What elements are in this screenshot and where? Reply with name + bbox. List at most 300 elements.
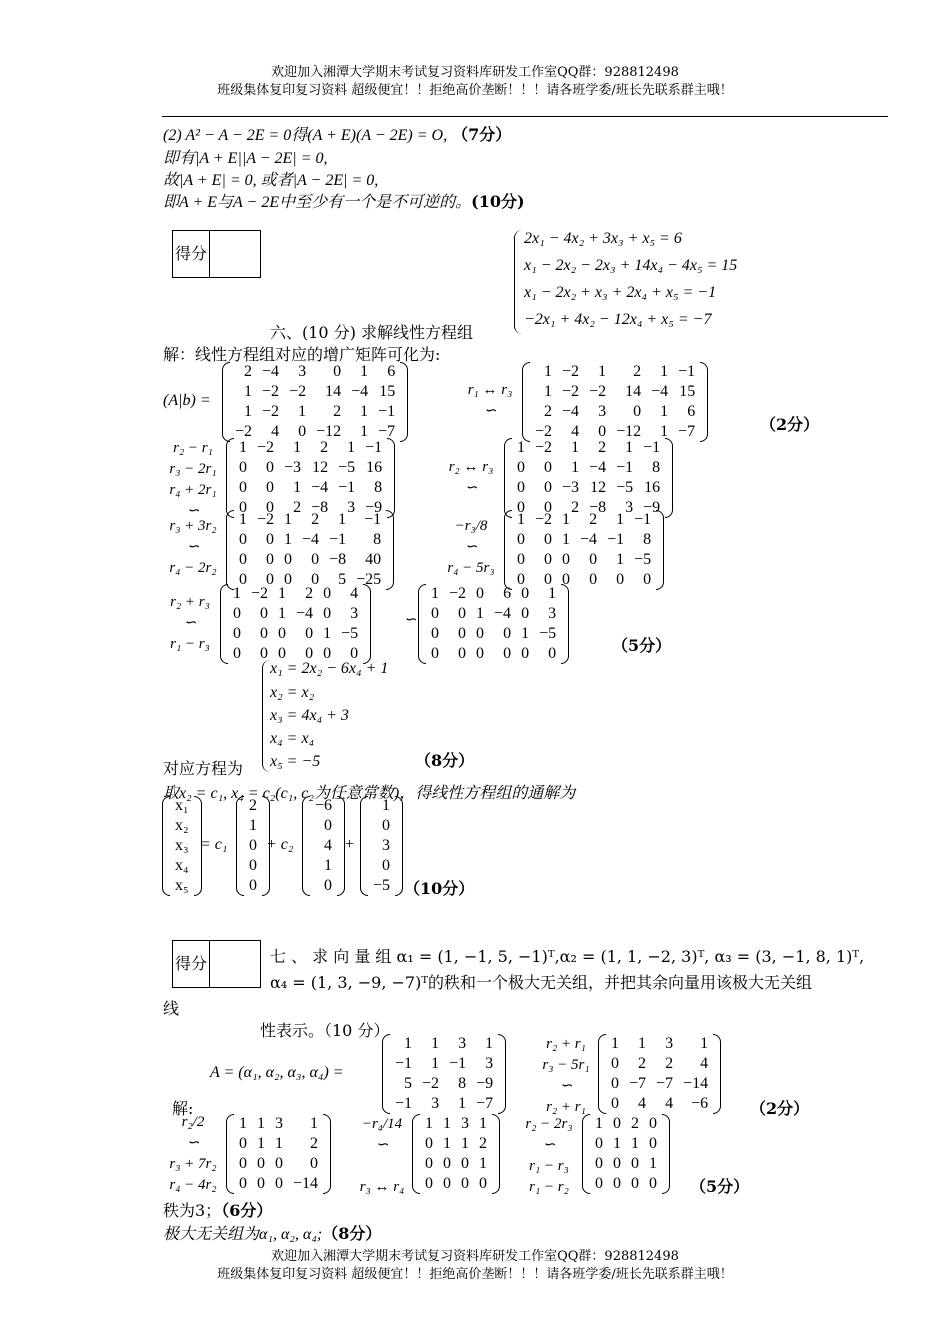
matrix-cell: −4 (311, 479, 329, 496)
eq-3: x₃ = 4x₄ + 3 (270, 707, 349, 724)
matrix-cell: 0 (239, 1155, 247, 1172)
matrix-cell: 0 (275, 1155, 283, 1172)
header-rule (162, 116, 888, 117)
row-operation: r₄ − 5r₃ (447, 560, 495, 576)
matrix-cell: x₄ (175, 857, 189, 874)
matrix-cell: 1 (431, 1035, 440, 1052)
matrix-cell: −2 (257, 439, 275, 456)
matrix-cell: −1 (338, 479, 356, 496)
matrix-cell: 0 (239, 1135, 247, 1152)
right-paren (713, 1034, 721, 1114)
matrix-cell: −2 (535, 439, 553, 456)
matrix-m1 (222, 362, 408, 442)
row-operation: r₃ − 5r₁ (542, 1057, 590, 1073)
matrix-cell: 0 (284, 571, 293, 588)
op-4 (160, 516, 226, 579)
matrix-cell: 0 (517, 531, 525, 548)
matrix-cell: 1 (571, 439, 580, 456)
matrix-cell: 0 (249, 877, 257, 894)
left-paren (418, 584, 426, 664)
matrix-cell: 1 (278, 605, 287, 622)
matrix-cell: 2 (311, 511, 320, 528)
system-eq-1: 2x₁ − 4x₂ + 3x₃ + x₅ = 6 (524, 230, 682, 247)
row-operation: r₂ ↔ r₃ (448, 459, 494, 475)
matrix-cell: 0 (239, 479, 247, 496)
matrix-cell: 1 (631, 1135, 639, 1152)
matrix-cell: 0 (239, 531, 247, 548)
matrix-cell: −1 (329, 531, 347, 548)
matrix-cell: −9 (476, 1075, 494, 1092)
matrix-cell: 1 (293, 479, 302, 496)
op-d (516, 1114, 582, 1198)
matrix-cell: 2 (638, 1055, 647, 1072)
right-paren (662, 1114, 670, 1194)
row-operation: ∽ (186, 1135, 200, 1151)
matrix-cell: −5 (634, 551, 652, 568)
matrix-cell: 1 (310, 1115, 319, 1132)
matrix-cell: −8 (311, 499, 329, 516)
matrix-cell: 0 (476, 585, 485, 602)
matrix-cell: 16 (644, 479, 661, 496)
matrix-cell: 0 (521, 645, 530, 662)
plus-c2: + c₂ (266, 836, 294, 853)
matrix-m4 (504, 438, 673, 518)
matrix-cell: 1 (360, 363, 369, 380)
matrix-cell: 0 (278, 625, 287, 642)
matrix-cell: 0 (260, 605, 269, 622)
matrix-cell: 0 (260, 625, 269, 642)
matrix-cell: 0 (562, 551, 571, 568)
matrix-cell: −1 (449, 1055, 467, 1072)
row-operation: r₃ ↔ r₄ (359, 1179, 405, 1195)
matrix-cell: 0 (324, 817, 333, 834)
vector-v2 (302, 796, 345, 896)
matrix-cell: −12 (616, 423, 642, 440)
matrix-cell: 0 (278, 645, 287, 662)
matrix-cell: 0 (613, 1175, 621, 1192)
row-operation: r₁ − r₃ (529, 1158, 569, 1174)
q6-title: 六、(10 分) 求解线性方程组 (270, 323, 474, 342)
matrix-cell: 0 (323, 605, 332, 622)
matrix-cell: −2 (251, 585, 269, 602)
q6-score-8: （8分） (415, 751, 475, 770)
left-paren (220, 584, 228, 664)
row-operation: r₄ + 2r₁ (169, 482, 217, 498)
left-paren (522, 362, 530, 442)
matrix-cell: 1 (562, 511, 571, 528)
row-operation: r₃ + 7r₂ (169, 1156, 217, 1172)
left-paren (226, 1114, 234, 1194)
row-operation: r₂ − 2r₃ (525, 1116, 573, 1132)
matrix-cell: 1 (257, 1115, 265, 1132)
score-box-q7 (172, 940, 261, 988)
row-operation: r₂ + r₃ (170, 594, 210, 610)
matrix-cell: 1 (660, 363, 669, 380)
matrix-cell: 0 (249, 837, 257, 854)
matrix-m8 (418, 584, 569, 664)
matrix-cell: 0 (598, 423, 607, 440)
left-paren (382, 1034, 390, 1114)
row-operation: r₃ + 3r₂ (169, 518, 217, 534)
op-b (160, 1112, 226, 1196)
matrix-cell: −7 (476, 1095, 494, 1112)
q6-solution-intro: 解：线性方程组对应的增广矩阵可化为: (163, 345, 441, 364)
matrix-cell: 1 (293, 439, 302, 456)
matrix-cell: 0 (239, 571, 247, 588)
matrix-cell: 0 (458, 625, 467, 642)
matrix-cell: 1 (638, 1035, 647, 1052)
matrix-cell: 0 (589, 551, 598, 568)
matrix-cell: −5 (338, 459, 356, 476)
matrix-cell: −5 (539, 625, 557, 642)
matrix-cell: 16 (366, 459, 383, 476)
matrix-cell: −1 (678, 363, 696, 380)
matrix-cell: 1 (485, 1035, 494, 1052)
matrix-cell: 8 (652, 459, 661, 476)
matrix-cell: 1 (425, 1115, 433, 1132)
matrix-cell: 0 (613, 1115, 621, 1132)
row-operation: ∽ (464, 539, 478, 555)
matrix-cell: 0 (503, 625, 512, 642)
matrix-cell: 0 (257, 1155, 265, 1172)
op-3 (436, 457, 506, 499)
matrix-cell: 1 (239, 511, 247, 528)
matrix-cell: 12 (590, 479, 607, 496)
matrix-cell: 0 (595, 1155, 603, 1172)
matrix (582, 1114, 670, 1194)
q7-title-4: 性表示。（10 分） (260, 1021, 390, 1040)
row-operation: ∽ (183, 615, 197, 631)
matrix-cell: 0 (548, 645, 557, 662)
matrix-cell: 1 (660, 403, 669, 420)
matrix-cell: 1 (298, 403, 307, 420)
right-paren (395, 796, 403, 896)
row-operation: r₁ − r₃ (170, 636, 210, 652)
matrix-cell: 0 (266, 499, 275, 516)
matrix-cell: 1 (347, 439, 356, 456)
matrix-cell: 1 (461, 1135, 469, 1152)
matrix-m5 (226, 510, 394, 590)
row-operation: ∽ (542, 1137, 556, 1153)
matrix-cell: 2 (333, 403, 342, 420)
matrix-cell: 0 (544, 571, 553, 588)
matrix-cell: 1 (649, 1155, 657, 1172)
row-operation: r₁ ↔ r₃ (467, 382, 513, 398)
matrix-m7 (220, 584, 371, 664)
op-1 (458, 380, 522, 422)
matrix (522, 362, 708, 442)
matrix-cell: 0 (431, 645, 439, 662)
A-label: A = (α₁, α₂, α₃, α₄) = (210, 1064, 344, 1081)
matrix-cell: −4 (580, 531, 598, 548)
system-eq-2: x₁ − 2x₂ − 2x₃ + 14x₄ − 4x₅ = 15 (524, 257, 738, 274)
matrix-cell: 0 (239, 1175, 247, 1192)
matrix-cell: 4 (700, 1055, 709, 1072)
matrix-cell: 0 (458, 605, 467, 622)
matrix-cell: 4 (271, 423, 280, 440)
q6-score-2: （2分） (760, 415, 820, 434)
matrix-cell: −2 (449, 585, 467, 602)
matrix-cell: −5 (373, 877, 391, 894)
matrix-cell: −5 (616, 479, 634, 496)
right-paren (656, 510, 664, 590)
matrix-cell: −14 (683, 1075, 709, 1092)
matrix-cell: 1 (239, 439, 247, 456)
matrix-cell: 0 (517, 459, 525, 476)
matrix-cell: −7 (629, 1075, 647, 1092)
right-paren (498, 1034, 506, 1114)
matrix-cell: 3 (350, 605, 359, 622)
matrix-cell: 0 (431, 625, 439, 642)
matrix-cell: 1 (517, 511, 525, 528)
matrix-cell: 1 (249, 817, 257, 834)
matrix-cell: 5 (338, 571, 347, 588)
matrix-cell: 0 (323, 645, 332, 662)
q7-score-5: （5分） (690, 1177, 750, 1196)
matrix-cell: −2 (535, 423, 553, 440)
left-paren (598, 1034, 606, 1114)
matrix-cell: 1 (443, 1115, 451, 1132)
system-eq-3: x₁ − 2x₂ + x₃ + 2x₄ + x₅ = −1 (524, 284, 717, 301)
matrix-n4 (412, 1114, 500, 1194)
matrix (504, 438, 673, 518)
matrix-n5 (582, 1114, 670, 1194)
matrix-cell: 0 (476, 625, 485, 642)
matrix-cell: 0 (425, 1155, 433, 1172)
matrix-cell: 2 (310, 1135, 319, 1152)
matrix-cell: 0 (461, 1155, 469, 1172)
q7-solution: 解: (172, 1099, 194, 1118)
matrix-cell: 0 (323, 585, 332, 602)
op-7: ∽ (403, 612, 417, 628)
matrix-cell: 3 (665, 1035, 674, 1052)
part2-line3: 故|A + E| = 0, 或者|A − 2E| = 0, (163, 172, 379, 189)
matrix-cell: 1 (517, 439, 525, 456)
matrix-cell: 1 (616, 551, 625, 568)
row-operation: r₂ − r₁ (173, 440, 213, 456)
right-paren (323, 1114, 331, 1194)
matrix-cell: 0 (266, 459, 275, 476)
matrix-cell: −4 (351, 383, 369, 400)
basis-line (163, 1221, 381, 1244)
matrix-cell: 0 (305, 645, 314, 662)
matrix-cell: 0 (382, 817, 391, 834)
matrix-m6 (504, 510, 664, 590)
matrix-cell: 0 (275, 1175, 283, 1192)
part2-line4 (163, 189, 525, 212)
op-6 (160, 592, 220, 655)
matrix-cell: 6 (387, 363, 396, 380)
right-paren (492, 1114, 500, 1194)
matrix-cell: 1 (598, 363, 607, 380)
header-line-2: 班级集体复印复习资料 超级便宜！！拒绝高价垄断！！！请各班学委/班长先联系群主哦！ (217, 83, 733, 98)
matrix-cell: −1 (395, 1055, 413, 1072)
eq-2: x₂ = x₂ (270, 684, 315, 701)
matrix-cell: 0 (595, 1175, 603, 1192)
matrix-cell: 1 (284, 511, 293, 528)
matrix-cell: 14 (325, 383, 342, 400)
left-paren (236, 796, 244, 896)
row-operation: ∽ (186, 503, 200, 519)
matrix-cell: 1 (595, 1115, 603, 1132)
left-paren (412, 1114, 420, 1194)
matrix-cell: 1 (360, 423, 369, 440)
matrix-cell: 0 (233, 625, 241, 642)
row-operation: ∽ (375, 1137, 389, 1153)
matrix-cell: 1 (544, 383, 553, 400)
part2-line2: 即有|A + E||A − 2E| = 0, (163, 150, 328, 167)
matrix-cell: 0 (425, 1135, 433, 1152)
matrix-cell: 0 (611, 1095, 619, 1112)
right-paren (386, 510, 394, 590)
footer-line-1: 欢迎加入湘潭大学期末考试复习资料库研发工作室QQ群：928812498 (271, 1249, 679, 1264)
matrix-cell: 1 (613, 1135, 621, 1152)
matrix-cell: 0 (350, 645, 359, 662)
matrix (382, 1034, 506, 1114)
matrix-cell: 2 (631, 1115, 639, 1132)
matrix (360, 796, 403, 896)
matrix-cell: 0 (544, 499, 553, 516)
matrix-cell: 1 (284, 531, 293, 548)
matrix-cell: 4 (571, 423, 580, 440)
matrix-cell: 3 (598, 403, 607, 420)
eq-label: 对应方程为 (163, 759, 244, 778)
matrix-cell: 0 (233, 645, 241, 662)
matrix-cell: −9 (365, 499, 383, 516)
matrix-cell: 0 (382, 857, 391, 874)
matrix-cell: −1 (364, 511, 382, 528)
matrix-cell: −2 (422, 1075, 440, 1092)
matrix-cell: −5 (341, 625, 359, 642)
matrix-cell: 4 (638, 1095, 647, 1112)
matrix-cell: x₅ (175, 877, 189, 894)
left-paren (226, 438, 234, 518)
matrix-cell: 3 (275, 1115, 283, 1132)
matrix-cell: 2 (571, 499, 580, 516)
part2-line1-text: (2) A² − A − 2E = 0得(A + E)(A − 2E) = O, (163, 127, 448, 144)
matrix-cell: 0 (249, 857, 257, 874)
matrix-m3 (226, 438, 395, 518)
vector-v3 (360, 796, 403, 896)
q7-title-2: α₄ = (1, 3, −9, −7)ᵀ的秩和一个极大无关组，并把其余向量用该极大无关组 (270, 973, 813, 992)
matrix-cell: 1 (479, 1115, 487, 1132)
matrix-cell: −3 (562, 479, 580, 496)
right-paren (665, 438, 673, 518)
matrix-cell: 15 (679, 383, 696, 400)
row-operation: ∽ (483, 403, 497, 419)
matrix-cell: 0 (595, 1135, 603, 1152)
matrix-cell: 0 (311, 571, 320, 588)
matrix-cell: −14 (293, 1175, 319, 1192)
eq-sign-c1: = c₁ (200, 836, 228, 853)
matrix-cell: −8 (329, 551, 347, 568)
matrix-cell: 1 (360, 403, 369, 420)
vector-x (162, 796, 202, 896)
score-box-value (210, 231, 261, 278)
matrix-cell: 2 (665, 1055, 674, 1072)
matrix-cell: 0 (443, 1155, 451, 1172)
matrix-cell: 0 (517, 499, 525, 516)
matrix-cell: 1 (404, 1035, 413, 1052)
matrix-cell: 0 (521, 585, 530, 602)
matrix-cell: 8 (643, 531, 652, 548)
matrix-cell: 1 (233, 585, 241, 602)
matrix-cell: 1 (562, 531, 571, 548)
rank-score: （6分） (221, 1201, 273, 1220)
matrix-cell: 0 (324, 877, 333, 894)
matrix-cell: 8 (458, 1075, 467, 1092)
row-operation: −r₃/8 (454, 518, 488, 534)
matrix-cell: 0 (310, 1155, 319, 1172)
augmented-label: (A|b) = (163, 392, 211, 409)
matrix-cell: 6 (503, 585, 512, 602)
matrix-cell: −6 (315, 797, 333, 814)
matrix-cell: 0 (257, 1175, 265, 1192)
right-paren (387, 438, 395, 518)
matrix-cell: −2 (289, 383, 307, 400)
matrix-cell: 6 (687, 403, 696, 420)
matrix (226, 1114, 331, 1194)
matrix-cell: −7 (656, 1075, 674, 1092)
matrix-cell: −1 (643, 439, 661, 456)
basis-text: 极大无关组为α₁, α₂, α₄; (163, 1226, 323, 1243)
matrix-cell: −25 (356, 571, 382, 588)
matrix-cell: 8 (373, 531, 382, 548)
left-paren (222, 362, 230, 442)
q6-score-10: （10分） (404, 879, 475, 898)
right-paren (400, 362, 408, 442)
op-c (350, 1114, 414, 1198)
matrix-cell: 0 (311, 551, 320, 568)
left-paren (302, 796, 310, 896)
matrix-cell: −7 (678, 423, 696, 440)
matrix-cell: 1 (660, 423, 669, 440)
matrix-cell: −2 (562, 383, 580, 400)
matrix-cell: 1 (571, 459, 580, 476)
matrix-cell: 8 (374, 479, 383, 496)
matrix (236, 796, 270, 896)
matrix-cell: −2 (235, 423, 253, 440)
row-operation: ∽ (186, 539, 200, 555)
matrix-cell: 0 (425, 1175, 433, 1192)
matrix-cell: 0 (562, 571, 571, 588)
matrix-cell: 4 (665, 1095, 674, 1112)
matrix-cell: 5 (404, 1075, 413, 1092)
matrix-cell: 1 (616, 511, 625, 528)
matrix-cell: −2 (535, 511, 553, 528)
matrix-cell: 14 (625, 383, 642, 400)
matrix-cell: 1 (257, 1135, 265, 1152)
row-operation (350, 1156, 414, 1177)
op-2 (160, 438, 226, 522)
matrix-cell: 0 (611, 1075, 619, 1092)
part2-line4-score: (10分) (471, 192, 525, 211)
matrix-cell: 0 (476, 645, 485, 662)
row-operation: ∽ (559, 1078, 573, 1094)
matrix-cell: x₃ (175, 837, 189, 854)
matrix (226, 510, 394, 590)
q6-take-line: 取x₂ = c₁, x₄ = c₂(c₁, c₂为任意常数)，得线性方程组的通解为 (163, 785, 576, 802)
matrix-cell: 0 (305, 625, 314, 642)
matrix-cell: 2 (589, 511, 598, 528)
matrix-cell: 1 (275, 1135, 283, 1152)
q6-score-5: （5分） (612, 636, 672, 655)
matrix-cell: 1 (521, 625, 530, 642)
matrix-cell: −8 (589, 499, 607, 516)
vector-v1 (236, 796, 270, 896)
matrix (162, 796, 202, 896)
matrix-cell: −1 (395, 1095, 413, 1112)
